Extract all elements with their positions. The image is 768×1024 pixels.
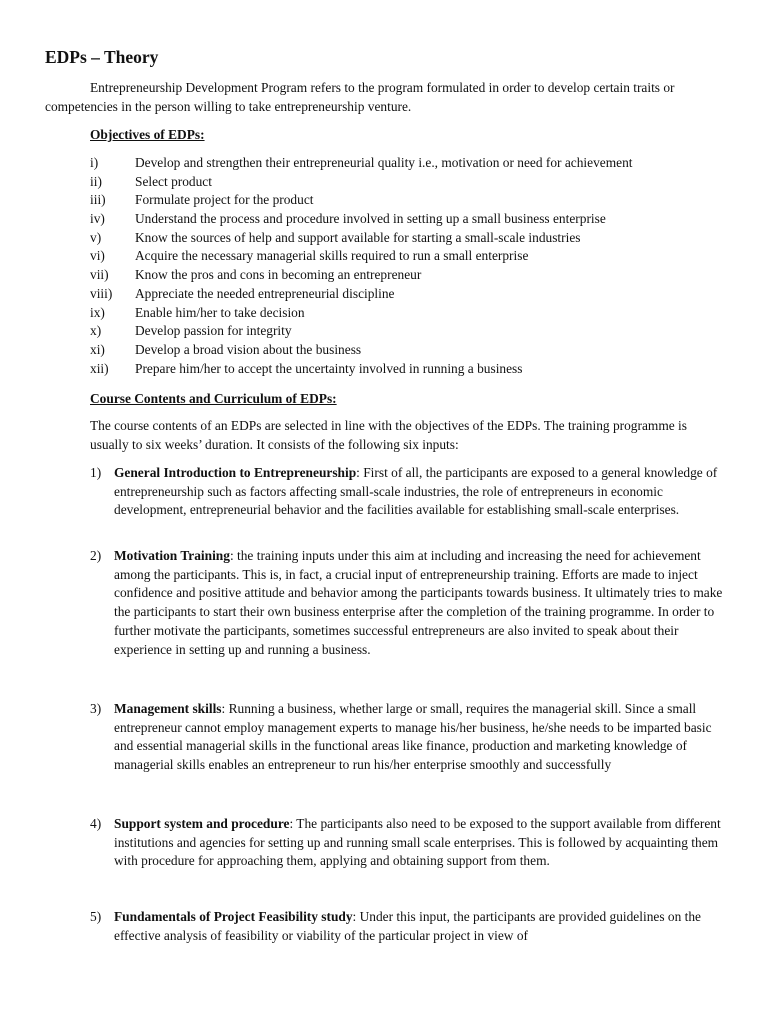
list-item-text: Prepare him/her to accept the uncertainty involved in running a business (135, 360, 523, 376)
course-input-number: 3) (90, 701, 102, 716)
list-item (90, 247, 633, 266)
list-item-number: ii) (90, 173, 102, 189)
list-item-number: iii) (90, 192, 106, 208)
course-contents-heading: Course Contents and Curriculum of EDPs: (90, 391, 337, 406)
course-input-item (90, 547, 730, 659)
list-item-number: v) (90, 229, 102, 245)
list-item-text: Know the sources of help and support available for starting a small-scale industries (135, 229, 581, 245)
list-item (90, 154, 633, 173)
course-input-number: 4) (90, 816, 102, 831)
list-item (90, 341, 633, 360)
intro-paragraph: Entrepreneurship Development Program refers to the program formulated in order to develop certain traits or competencies in the person willing to take entrepreneurship venture. (45, 80, 675, 114)
course-input-number: 5) (90, 909, 102, 924)
course-input-number: 1) (90, 465, 102, 480)
list-item-text: Appreciate the needed entrepreneurial discipline (135, 285, 395, 301)
course-input-item (90, 908, 730, 945)
list-item (90, 304, 633, 323)
course-input-text: : Running a business, whether large or small, requires the managerial skill. Since a small entrepreneur cannot employ management experts to manage his/her business, he/she needs to be imparted basic and essential managerial skills in the functional areas like finance, production and marketing knowledge of managerial skills enables an entrepreneur to run his/her enterprise smoothly and successfully (114, 701, 712, 773)
list-item (90, 173, 633, 192)
list-item (90, 229, 633, 248)
list-item-text: Select product (135, 173, 212, 189)
list-item-number: x) (90, 323, 102, 339)
course-input-text: : Under this input, the participants are provided guidelines on the effective analysis of feasibility or viability of the particular project in view of (114, 909, 701, 943)
document-title: EDPs – Theory (45, 47, 159, 67)
list-item-number: viii) (90, 285, 113, 301)
list-item-text: Formulate project for the product (135, 192, 314, 208)
course-input-item (90, 464, 730, 520)
course-input-term: Motivation Training (114, 548, 230, 563)
list-item-text: Develop passion for integrity (135, 323, 292, 339)
list-item (90, 191, 633, 210)
course-input-term: General Introduction to Entrepreneurship (114, 465, 357, 480)
list-item-text: Know the pros and cons in becoming an entrepreneur (135, 267, 422, 283)
course-input-text: : First of all, the participants are exposed to a general knowledge of entrepreneurship such as factors affecting small-scale industries, the role of entrepreneurs in economic development, entrepreneurial behavior and the facilities available for establishing small-scale enterprises. (114, 465, 718, 518)
list-item (90, 285, 633, 304)
course-input-number: 2) (90, 548, 102, 563)
list-item (90, 360, 633, 379)
list-item-text: Develop a broad vision about the business (135, 341, 362, 357)
course-input-text: : the training inputs under this aim at including and increasing the need for achievement among the participants. This is, in fact, a crucial input of entrepreneurship training. Efforts are made to inject confidence and positive attitude and behavior among the participants towards business. It ultimately tries to make the participants to start their own business enterprise after the completion of the training programme. In order to further motivate the participants, sometimes successful entrepreneurs are also invited to speak about their experience in setting up and running a business. (114, 548, 723, 657)
course-input-term: Fundamentals of Project Feasibility study (114, 909, 353, 924)
list-item (90, 266, 633, 285)
list-item-text: Acquire the necessary managerial skills required to run a small enterprise (135, 248, 529, 264)
list-item-number: vii) (90, 267, 109, 283)
list-item-number: vi) (90, 248, 105, 264)
course-input-term: Support system and procedure (114, 816, 290, 831)
list-item (90, 322, 633, 341)
objectives-heading: Objectives of EDPs: (90, 127, 205, 142)
list-item-number: xi) (90, 341, 105, 357)
objectives-list (90, 154, 633, 378)
list-item-number: xii) (90, 360, 109, 376)
list-item-number: i) (90, 155, 99, 170)
list-item-number: iv) (90, 211, 105, 227)
course-input-item (90, 815, 730, 871)
list-item-text: Develop and strengthen their entrepreneurial quality i.e., motivation or need for achievement (135, 155, 633, 170)
course-intro-paragraph: The course contents of an EDPs are selected in line with the objectives of the EDPs. The training programme is usually to six weeks’ duration. It consists of the following six inputs: (90, 418, 687, 452)
list-item-number: ix) (90, 304, 105, 320)
course-input-item (90, 700, 730, 775)
course-input-text: : The participants also need to be exposed to the support available from different institutions and agencies for setting up and running small scale enterprises. This is followed by acquainting them with procedure for approaching them, applying and obtaining support from them. (114, 816, 721, 869)
list-item-text: Understand the process and procedure involved in setting up a small business enterprise (135, 211, 606, 227)
course-input-term: Management skills (114, 701, 222, 716)
list-item-text: Enable him/her to take decision (135, 304, 305, 320)
list-item (90, 210, 633, 229)
